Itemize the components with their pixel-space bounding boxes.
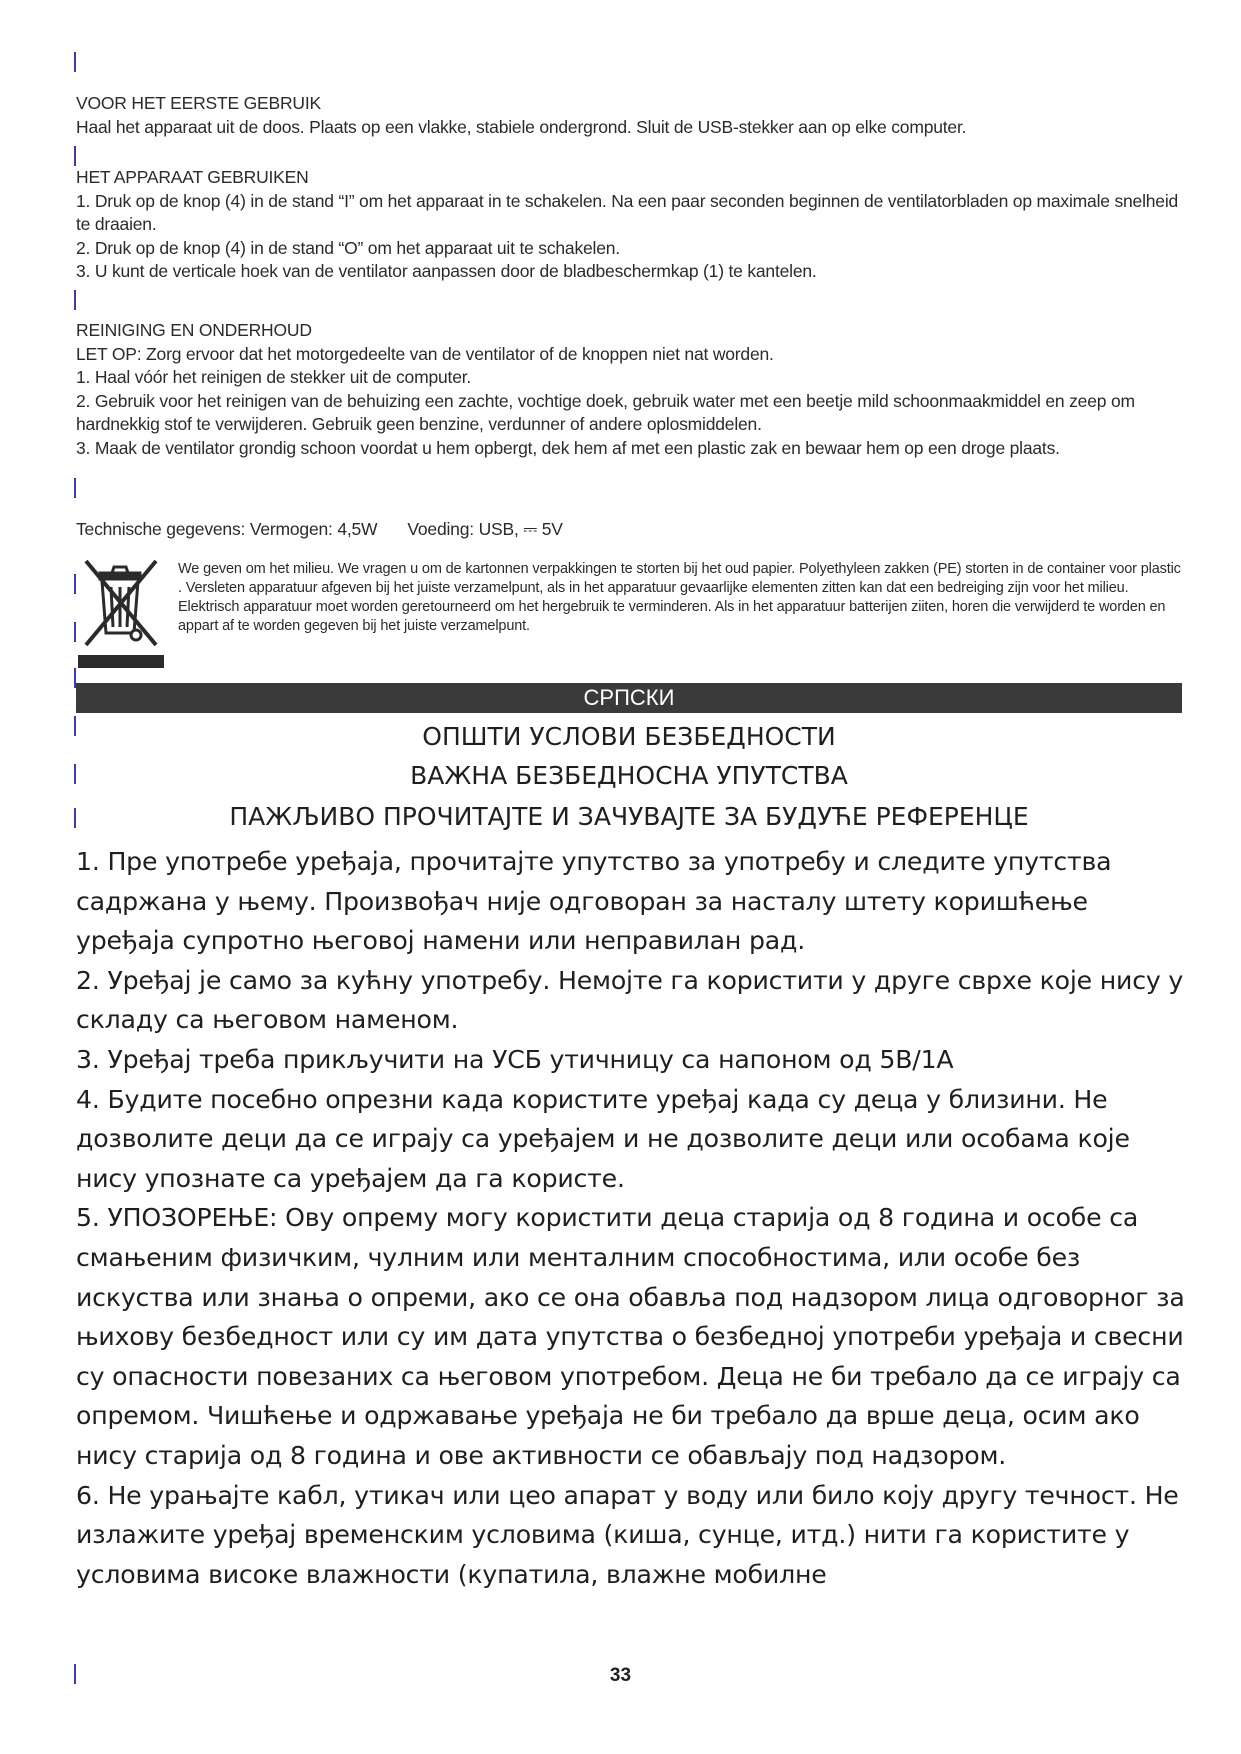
crossed-out-wheelie-bin-icon (78, 553, 164, 669)
safety-item: 3. Уређај треба прикључити на УСБ утичницу са напоном од 5В/1А (76, 1044, 954, 1074)
technical-supply: Voeding: USB, ⎓ 5V (407, 519, 563, 539)
cleaning-item: 3. Maak de ventilator grondig schoon voordat u hem opbergt, dek hem af met een plastic zak en bewaar hem op een droge plaats. (76, 437, 1060, 458)
using-heading: HET APPARAAT GEBRUIKEN (76, 167, 309, 187)
safety-subtitle: ВАЖНА БЕЗБЕДНОСНА УПУТСТВА (410, 761, 848, 790)
environment-notice: We geven om het milieu. We vragen u om de kartonnen verpakkingen te storten bij het oud papier. Polyethyleen zakken (PE) storten in de container voor plastic . Versleten apparatuur afgeven bij het juiste verzamelpunt, als in het apparatuur gevaarlijke elementen zitten kan dat een bedreiging zijn voor het milieu. Elektrisch apparatuur moet worden geretourneerd om het hergebruik te verminderen. Als in het apparatuur batterijen ziiten, horen die verwijderd te worden en appart af te worden gegeven bij het juiste verzamelpunt. (178, 561, 1181, 634)
read-and-keep-title: ПАЖЉИВО ПРОЧИТАЈТЕ И ЗАЧУВАЈТЕ ЗА БУДУЋЕ РЕФЕРЕНЦЕ (229, 802, 1029, 831)
first-use-heading: VOOR HET EERSTE GEBRUIK (76, 93, 321, 113)
margin-mark (74, 622, 76, 642)
margin-mark (74, 574, 76, 594)
cleaning-section (76, 319, 1186, 460)
margin-mark (74, 146, 76, 166)
page-number: 33 (609, 1665, 632, 1686)
safety-item: 4. Будите посебно опрезни када користите уређај када су деца у близини. Не дозволите деци да се играју са уређајем и не дозволите деци или особама које нису упознате са уређајем да га користе. (76, 1084, 1130, 1193)
margin-mark (74, 290, 76, 310)
using-item: 3. U kunt de verticale hoek van de ventilator aanpassen door de bladbeschermkap (1) te kantelen. (76, 261, 817, 281)
safety-title: ОПШТИ УСЛОВИ БЕЗБЕДНОСТИ (422, 722, 836, 751)
first-use-text: Haal het apparaat uit de doos. Plaats op een vlakke, stabiele ondergrond. Sluit de USB-stekker aan op elke computer. (76, 116, 967, 137)
technical-power: Technische gegevens: Vermogen: 4,5W (76, 519, 378, 539)
language-section-bar: СРПСКИ (76, 683, 1182, 713)
using-section (76, 166, 1186, 284)
margin-mark (74, 52, 76, 72)
safety-item: 6. Не урањајте кабл, утикач или цео апарат у воду или било коју другу течност. Не излажите уређај временским условима (киша, сунце, итд.) нити га користите у условима високе влажности (купатила, влажне мобилне (76, 1480, 1179, 1589)
safety-instructions (76, 842, 1191, 1594)
margin-mark (74, 478, 76, 498)
cleaning-item: 2. Gebruik voor het reinigen van de behuizing een zachte, vochtige doek, gebruik water met een beetje mild schoonmaakmiddel en zeep om hardnekkig stof te verwijderen. Gebruik geen benzine, verdunner of andere oplosmiddelen. (76, 390, 1135, 434)
safety-item: 1. Пре употребе уређаја, прочитајте упутство за употребу и следите упутства садржана у њему. Произвођач није одговоран за насталу штету коришћење уређаја супротно његовој намени или неправилан рад. (76, 847, 1112, 956)
using-item: 1. Druk op de knop (4) in de stand “I” om het apparaat in te schakelen. Na een paar seconden beginnen de ventilatorbladen op maximale snelheid te draaien. (76, 190, 1179, 234)
technical-data (76, 519, 563, 540)
cleaning-heading: REINIGING EN ONDERHOUD (76, 320, 312, 340)
cleaning-item: 1. Haal vóór het reinigen de stekker uit de computer. (76, 367, 472, 387)
first-use-section (76, 92, 1186, 139)
safety-item: 2. Уређај је само за кућну употребу. Немојте га користити у друге сврхе које нису у складу са његовом наменом. (76, 965, 1184, 1035)
using-item: 2. Druk op de knop (4) in de stand “O” om het apparaat uit te schakelen. (76, 237, 620, 258)
cleaning-warning: LET OP: Zorg ervoor dat het motorgedeelte van de ventilator of de knoppen niet nat worden. (76, 343, 774, 364)
safety-item: 5. УПОЗОРЕЊЕ: Ову опрему могу користити деца старија од 8 година и особе са смањеним физичким, чулним или менталним способностима, или особе без искуства или знања о опреми, ако се она обавља под надзором лица одговорног за њихову безбедност или су им дата упутства о безбедној употреби уређаја и свесни су опасности повезаних са његовом употребом. Деца не би требало да се играју са опремом. Чишћење и одржавање уређаја не би требало да врше деца, осим ако нису старија од 8 година и ове активности се обављају под надзором. (76, 1203, 1185, 1470)
